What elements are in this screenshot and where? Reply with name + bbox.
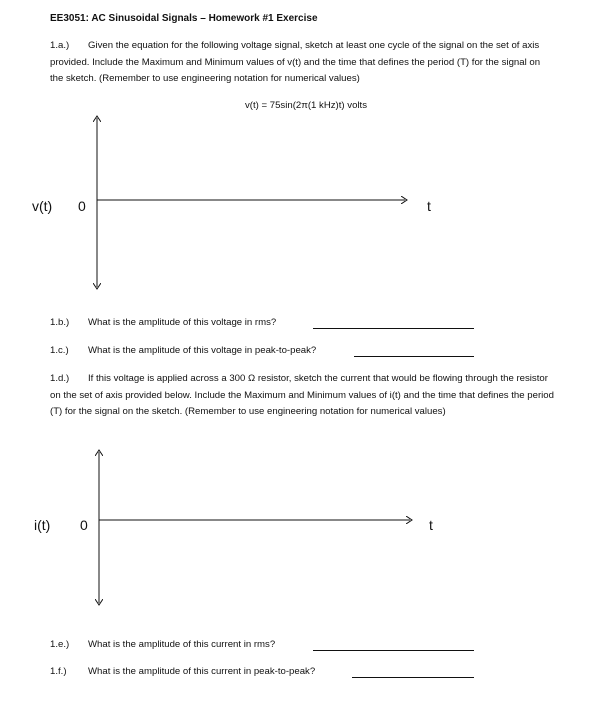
question-1f bbox=[50, 666, 315, 677]
answer-blank-1c[interactable] bbox=[354, 356, 474, 357]
question-1d-text: If this voltage is applied across a 300 Ω resistor, sketch the current that would be flowing through the resistor on the set of axis provided below. Include the Maximum and Minimum values of i(t) and the time that defines the period (T) for the signal on the sketch. (Remember to use engineering notation for numerical values) bbox=[50, 373, 554, 417]
voltage-equation: v(t) = 75sin(2π(1 kHz)t) volts bbox=[244, 100, 368, 111]
question-1b-text: What is the amplitude of this voltage in rms? bbox=[88, 317, 277, 328]
current-origin-label: 0 bbox=[80, 517, 88, 533]
voltage-x-label: t bbox=[427, 198, 431, 214]
question-1a-text: Given the equation for the following voltage signal, sketch at least one cycle of the signal on the set of axis provided. Include the Maximum and Minimum values of v(t) and the time that defines the period (T) for the signal on the sketch. (Remember to use engineering notation for numerical values) bbox=[50, 40, 541, 84]
question-1c-text: What is the amplitude of this voltage in peak-to-peak? bbox=[88, 345, 317, 356]
answer-blank-1b[interactable] bbox=[313, 328, 474, 329]
question-1e bbox=[50, 639, 275, 650]
answer-blank-1f[interactable] bbox=[352, 677, 474, 678]
current-y-label: i(t) bbox=[34, 517, 51, 533]
question-1c-number: 1.c.) bbox=[50, 345, 69, 356]
question-1d-number: 1.d.) bbox=[50, 373, 70, 384]
answer-blank-1e[interactable] bbox=[313, 650, 474, 651]
question-1b bbox=[50, 317, 276, 328]
voltage-origin-label: 0 bbox=[78, 198, 86, 214]
question-1c bbox=[50, 345, 316, 356]
question-1a-number: 1.a.) bbox=[50, 40, 70, 51]
question-1e-number: 1.e.) bbox=[50, 639, 70, 650]
question-1d bbox=[50, 371, 556, 421]
current-x-label: t bbox=[429, 517, 433, 533]
voltage-y-label: v(t) bbox=[32, 198, 53, 214]
question-1e-text: What is the amplitude of this current in rms? bbox=[88, 639, 276, 650]
question-1b-number: 1.b.) bbox=[50, 317, 70, 328]
question-1f-number: 1.f.) bbox=[50, 666, 67, 677]
question-1f-text: What is the amplitude of this current in peak-to-peak? bbox=[88, 666, 316, 677]
document-title: EE3051: AC Sinusoidal Signals – Homework #1 Exercise bbox=[50, 13, 318, 24]
